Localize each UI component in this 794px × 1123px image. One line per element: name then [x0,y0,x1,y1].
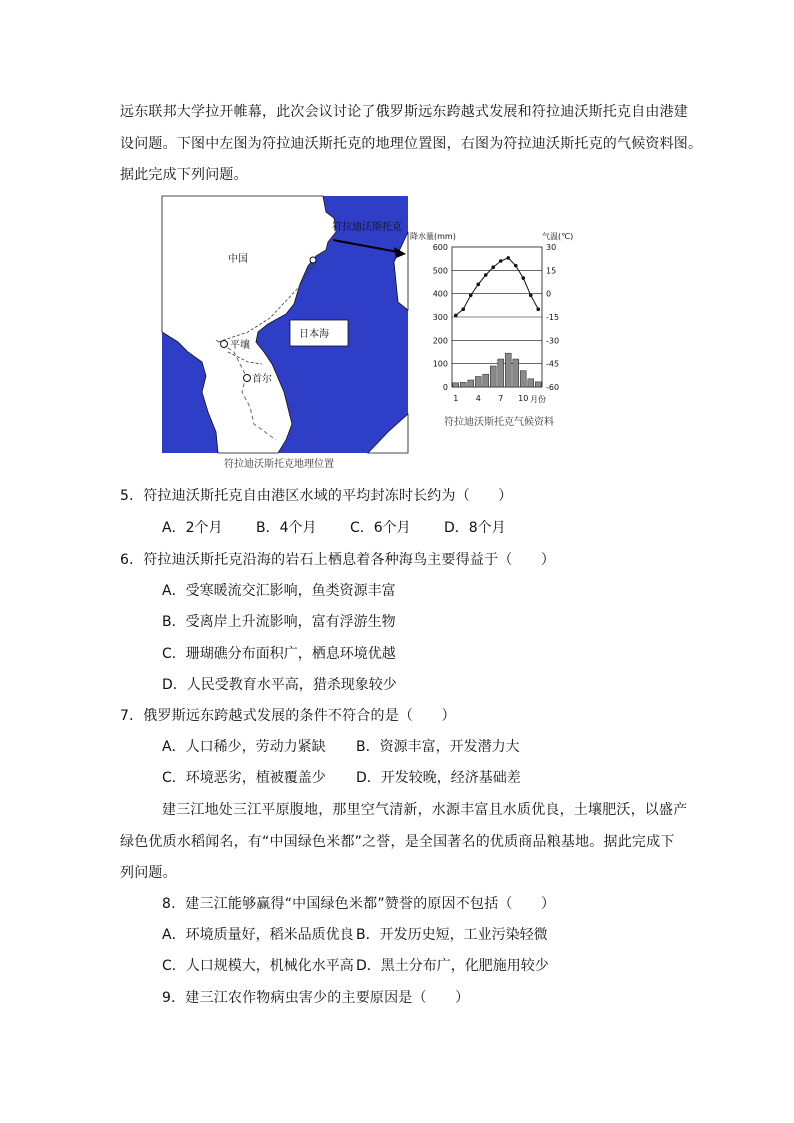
x-tick-label: 10 [518,394,529,403]
x-tick-label: 7 [498,394,504,403]
city-marker-seoul [244,375,251,382]
left-tick-label: 0 [442,383,448,392]
q7-option-a[interactable]: A．人口稀少，劳动力紧缺 [162,739,326,755]
temperature-point [536,307,540,311]
precip-bar [483,374,489,387]
temp-axis-label: 气温(℃) [542,232,574,241]
temperature-point [461,307,465,311]
left-tick-label: 400 [432,289,448,299]
right-tick-label: -45 [546,359,560,369]
precip-bar [528,379,534,387]
passage2-line-3: 列问题。 [120,865,177,881]
q6-stem: 6．符拉迪沃斯托克沿海的岩石上栖息着各种海鸟主要得益于（ ） [120,552,556,568]
temperature-point [469,293,473,297]
left-tick-label: 600 [432,243,448,252]
city-marker-pyongyang [221,341,228,348]
precip-bar [453,383,459,387]
q7-option-d[interactable]: D．开发较晚，经济基础差 [356,770,521,786]
temperature-point [476,283,480,287]
intro-line-2: 设问题。下图中左图为符拉迪沃斯托克的地理位置图，右图为符拉迪沃斯托克的气候资料图。 [120,136,703,152]
temperature-point [499,259,503,263]
q7-option-c[interactable]: C．环境恶劣，植被覆盖少 [162,770,326,786]
left-tick-label: 200 [432,336,448,346]
x-tick-label: 1 [453,394,459,403]
q6-option-d[interactable]: D．人民受教育水平高，猎杀现象较少 [162,677,397,693]
precip-bar [490,366,496,387]
map-sea-label: 日本海 [299,329,329,340]
right-tick-label: 15 [546,266,557,276]
right-tick-label: 30 [546,243,557,252]
precip-bar [520,371,526,387]
map-caption: 符拉迪沃斯托克地理位置 [224,459,334,470]
left-tick-label: 500 [432,266,448,276]
precip-bar [460,382,466,387]
q8-option-c[interactable]: C．人口规模大，机械化水平高 [162,958,354,974]
q8-option-d[interactable]: D．黑土分布广，化肥施用较少 [356,958,549,974]
intro-line-1: 远东联邦大学拉开帷幕，此次会议讨论了俄罗斯远东跨越式发展和符拉迪沃斯托克自由港建 [120,104,688,120]
map-pyongyang-label: 平壤 [230,340,250,351]
temperature-point [521,276,525,280]
temperature-point [529,293,533,297]
right-tick-label: -30 [546,336,560,346]
q8-option-b[interactable]: B．开发历史短，工业污染轻微 [356,927,548,943]
q6-option-a[interactable]: A．受寒暖流交汇影响，鱼类资源丰富 [162,583,396,599]
q5-stem: 5．符拉迪沃斯托克自由港区水域的平均封冻时长约为（ ） [120,488,513,504]
left-tick-label: 300 [432,313,448,322]
q5-option-d[interactable]: D．8个月 [444,520,506,536]
city-marker-vladivostok [310,257,316,263]
q9-stem: 9．建三江农作物病虫害少的主要原因是（ ） [162,990,470,1006]
temperature-point [454,314,458,318]
precip-bar [498,359,504,387]
temperature-point [484,273,488,277]
left-tick-label: 100 [432,359,448,369]
passage2-line-2: 绿色优质水稻闻名，有“中国绿色米都”之誉，是全国著名的优质商品粮基地。据此完成下 [120,834,675,850]
q8-option-a[interactable]: A．环境质量好，稻米品质优良 [162,927,354,943]
figure [158,192,578,477]
climate-chart [410,231,573,428]
chart-caption: 符拉迪沃斯托克气候资料 [444,417,554,428]
x-tick-label: 4 [475,394,481,403]
precip-bar [535,382,541,387]
map-seoul-label: 首尔 [252,374,272,385]
right-tick-label: 0 [546,289,552,299]
map-china-label: 中国 [228,254,248,265]
intro-line-3: 据此完成下列问题。 [120,167,248,183]
q8-stem: 8．建三江能够赢得“中国绿色米都”赞誉的原因不包括（ ） [162,896,556,912]
map-city-label: 符拉迪沃斯托克 [332,222,402,233]
q6-option-b[interactable]: B．受离岸上升流影响，富有浮游生物 [162,614,396,630]
temperature-point [491,265,495,269]
temperature-point [506,256,510,260]
precip-bar [513,359,519,387]
location-map [162,196,408,470]
right-tick-label: -15 [546,313,560,322]
q7-stem: 7．俄罗斯远东跨越式发展的条件不符合的是（ ） [120,708,456,724]
q7-option-b[interactable]: B．资源丰富，开发潜力大 [356,739,520,755]
q5-option-c[interactable]: C．6个月 [350,520,411,536]
q5-option-a[interactable]: A．2个月 [162,520,223,536]
right-tick-label: -60 [546,383,560,392]
precip-bar [475,377,481,388]
precip-bar [468,380,474,387]
q5-option-b[interactable]: B．4个月 [256,520,317,536]
passage2-line-1: 建三江地处三江平原腹地，那里空气清新，水源丰富且水质优良，土壤肥沃，以盛产 [162,802,688,818]
q6-option-c[interactable]: C．珊瑚礁分布面积广，栖息环境优越 [162,646,396,662]
x-axis-label: 月份 [530,395,546,404]
precip-axis-label: 降水量(mm) [410,232,456,241]
precip-bar [505,353,511,387]
temperature-point [514,264,518,268]
